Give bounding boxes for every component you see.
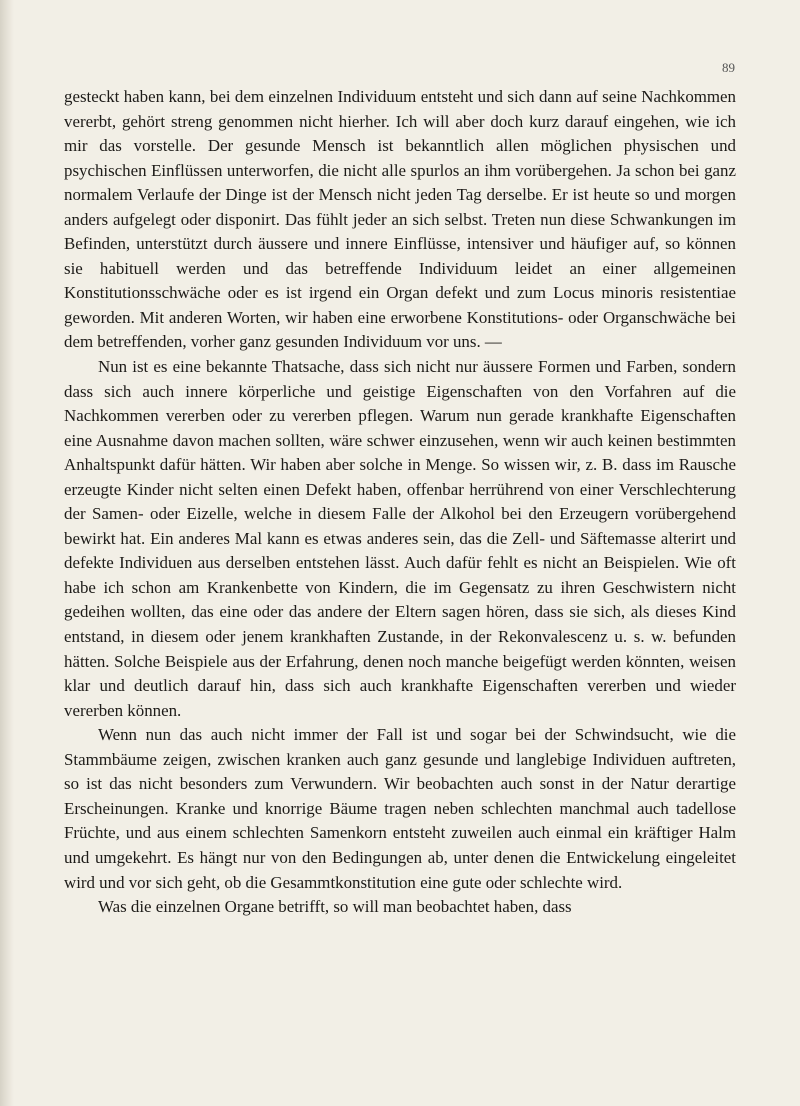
page-edge-shadow [0,0,14,1106]
body-text [64,85,736,920]
paragraph-1: gesteckt haben kann, bei dem einzelnen Individuum entsteht und sich dann auf seine Nachkommen vererbt, gehört streng genommen nicht hierher. Ich will aber doch kurz darauf eingehen, wie ich mir das vorstelle. Der gesunde Mensch ist bekanntlich allen möglichen physischen und psychischen Einflüssen unterworfen, die nicht alle spurlos an ihm vorübergehen. Ja schon bei ganz normalem Verlaufe der Dinge ist der Mensch nicht jeden Tag derselbe. Er ist heute so und morgen anders aufgelegt oder disponirt. Das fühlt jeder an sich selbst. Treten nun diese Schwankungen im Befinden, unterstützt durch äussere und innere Einflüsse, intensiver und häufiger auf, so können sie habituell werden und das betreffende Individuum leidet an einer allgemeinen Konstitutionsschwäche oder es ist irgend ein Organ defekt und zum Locus minoris resistentiae geworden. Mit anderen Worten, wir haben eine erworbene Konstitutions- oder Organschwäche bei dem betreffenden, vorher ganz gesunden Individuum vor uns. — [64,87,736,352]
paragraph-3: Wenn nun das auch nicht immer der Fall ist und sogar bei der Schwindsucht, wie die Stammbäume zeigen, zwischen kranken auch ganz gesunde und langlebige Individuen auftreten, so ist das nicht besonders zum Verwundern. Wir beobachten auch sonst in der Natur derartige Erscheinungen. Kranke und knorrige Bäume tragen neben schlechten manchmal auch tadellose Früchte, und aus einem schlechten Samenkorn entsteht zuweilen auch einmal ein kräftiger Halm und umgekehrt. Es hängt nur von den Bedingungen ab, unter denen die Entwickelung eingeleitet wird und vor sich geht, ob die Gesammtkonstitution eine gute oder schlechte wird. [64,725,736,892]
paragraph-2: Nun ist es eine bekannte Thatsache, dass sich nicht nur äussere Formen und Farben, sondern dass sich auch innere körperliche und geistige Eigenschaften von den Vorfahren auf die Nachkommen vererben oder zu vererben pflegen. Warum nun gerade krankhafte Eigenschaften eine Ausnahme davon machen sollten, wäre schwer einzusehen, wenn wir auch keinen bestimmten Anhaltspunkt dafür hätten. Wir haben aber solche in Menge. So wissen wir, z. B. dass im Rausche erzeugte Kinder nicht selten einen Defekt haben, offenbar herrührend von einer Verschlechterung der Samen- oder Eizelle, welche in diesem Falle der Alkohol bei den Erzeugern vorübergehend bewirkt hat. Ein anderes Mal kann es etwas anderes sein, das die Zell- und Säftemasse alterirt und defekte Individuen aus derselben entstehen lässt. Auch dafür fehlt es nicht an Beispielen. Wie oft habe ich schon am Krankenbette von Kindern, die im Gegensatz zu ihren Geschwistern nicht gedeihen wollten, das eine oder das andere der Eltern sagen hören, dass sie sich, als dieses Kind entstand, in diesem oder jenem krankhaften Zustande, in der Rekonvalescenz u. s. w. befunden hätten. Solche Beispiele aus der Erfahrung, denen noch manche beigefügt werden könnten, weisen klar und deutlich darauf hin, dass sich auch krankhafte Eigenschaften vererben und wieder vererben können. [64,357,736,720]
page-number: 89 [722,60,735,75]
paragraph-4: Was die einzelnen Organe betrifft, so will man beobachtet haben, dass [98,897,572,917]
